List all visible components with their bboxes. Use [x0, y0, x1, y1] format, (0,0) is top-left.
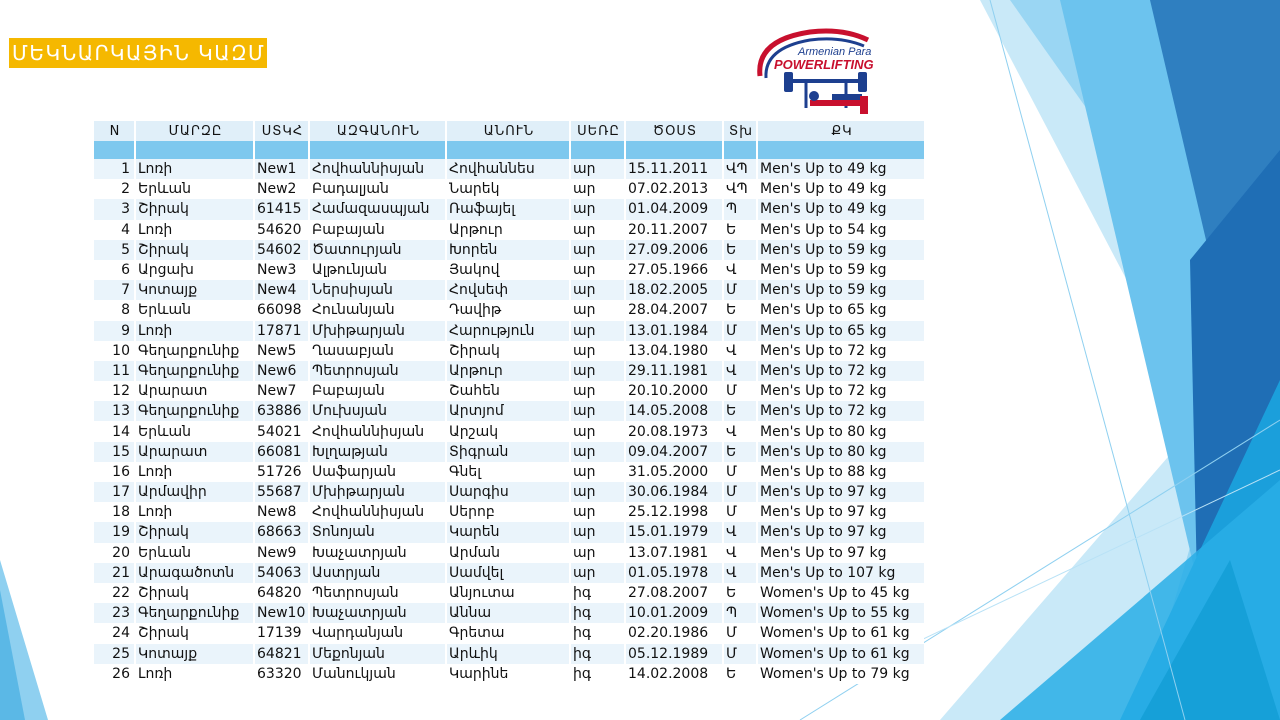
table-cell: Men's Up to 65 kg	[758, 321, 924, 341]
table-cell: Շիրակ	[447, 341, 569, 361]
table-cell: Ծատուրյան	[310, 240, 445, 260]
table-cell: 02.20.1986	[626, 623, 722, 643]
table-cell: Հովհաննիսյան	[310, 159, 445, 179]
table-cell: Men's Up to 72 kg	[758, 361, 924, 381]
table-cell: 15	[94, 442, 134, 462]
table-cell: Հովհաննիսյան	[310, 502, 445, 522]
table-cell: Men's Up to 65 kg	[758, 300, 924, 320]
table-cell: Լոռի	[136, 664, 253, 684]
table-cell: Ղասաբյան	[310, 341, 445, 361]
table-cell: 18.02.2005	[626, 280, 722, 300]
table-cell: Հովհաննես	[447, 159, 569, 179]
table-cell: Արցախ	[136, 260, 253, 280]
table-cell: Լոռի	[136, 159, 253, 179]
table-cell: Մ	[724, 644, 756, 664]
column-header: ՄԱՐԶԸ	[136, 121, 253, 141]
table-row	[94, 502, 924, 522]
table-row	[94, 462, 924, 482]
table-row	[94, 543, 924, 563]
table-cell: 27.09.2006	[626, 240, 722, 260]
table-cell: 66098	[255, 300, 308, 320]
table-cell: New10	[255, 603, 308, 623]
table-cell: Գեղարքունիք	[136, 401, 253, 421]
table-cell: Սարգիս	[447, 482, 569, 502]
table-cell: ար	[571, 240, 624, 260]
table-cell: 25.12.1998	[626, 502, 722, 522]
table-cell: իգ	[571, 664, 624, 684]
table-cell: ար	[571, 563, 624, 583]
table-cell: Խորեն	[447, 240, 569, 260]
table-row	[94, 644, 924, 664]
table-cell: 09.04.2007	[626, 442, 722, 462]
table-cell: Վ	[724, 421, 756, 441]
table-cell: 61415	[255, 199, 308, 219]
table-cell: ար	[571, 401, 624, 421]
table-cell: 15.11.2011	[626, 159, 722, 179]
table-cell: Ներսիսյան	[310, 280, 445, 300]
table-cell: Men's Up to 88 kg	[758, 462, 924, 482]
table-cell: 20.10.2000	[626, 381, 722, 401]
table-cell: 1	[94, 159, 134, 179]
column-header: Տխ	[724, 121, 756, 141]
table-row	[94, 442, 924, 462]
table-row	[94, 421, 924, 441]
table-cell: իգ	[571, 603, 624, 623]
table-cell: ար	[571, 381, 624, 401]
table-cell: Գեղարքունիք	[136, 361, 253, 381]
table-cell: իգ	[571, 623, 624, 643]
table-cell: Դավիթ	[447, 300, 569, 320]
table-cell: Men's Up to 59 kg	[758, 280, 924, 300]
table-cell: Մանուկյան	[310, 664, 445, 684]
table-cell: New8	[255, 502, 308, 522]
table-header-row	[94, 121, 924, 141]
table-cell: 27.05.1966	[626, 260, 722, 280]
table-cell: Տիգրան	[447, 442, 569, 462]
table-cell: ար	[571, 421, 624, 441]
table-cell: 19	[94, 522, 134, 542]
table-cell: Ե	[724, 300, 756, 320]
table-cell: 22	[94, 583, 134, 603]
table-cell: ար	[571, 341, 624, 361]
table-cell: 26	[94, 664, 134, 684]
table-cell: Բաբայան	[310, 381, 445, 401]
table-cell: Շիրակ	[136, 623, 253, 643]
table-cell: 13	[94, 401, 134, 421]
table-cell: 54063	[255, 563, 308, 583]
table-cell: 14.02.2008	[626, 664, 722, 684]
table-cell: New1	[255, 159, 308, 179]
table-cell: 20.11.2007	[626, 220, 722, 240]
table-cell: Վ	[724, 260, 756, 280]
column-header: ՍՏԿՀ	[255, 121, 308, 141]
table-cell: New7	[255, 381, 308, 401]
athletes-table	[92, 121, 926, 684]
table-cell: New6	[255, 361, 308, 381]
table-cell: Պ	[724, 603, 756, 623]
table-cell: Men's Up to 107 kg	[758, 563, 924, 583]
table-cell: Վ	[724, 543, 756, 563]
table-cell: ար	[571, 280, 624, 300]
table-cell: 64821	[255, 644, 308, 664]
table-row	[94, 522, 924, 542]
table-cell: Վ	[724, 522, 756, 542]
table-cell: Men's Up to 49 kg	[758, 199, 924, 219]
table-cell: Շիրակ	[136, 240, 253, 260]
table-row	[94, 603, 924, 623]
table-cell: 18	[94, 502, 134, 522]
table-cell: Կարինե	[447, 664, 569, 684]
table-cell: 13.04.1980	[626, 341, 722, 361]
table-cell: Աստրյան	[310, 563, 445, 583]
table-cell: 8	[94, 300, 134, 320]
table-cell: Men's Up to 97 kg	[758, 543, 924, 563]
table-cell: Արմավիր	[136, 482, 253, 502]
table-cell: Անյուտա	[447, 583, 569, 603]
table-cell: New2	[255, 179, 308, 199]
table-cell: 07.02.2013	[626, 179, 722, 199]
table-cell: 64820	[255, 583, 308, 603]
table-cell: 13.01.1984	[626, 321, 722, 341]
table-cell: 30.06.1984	[626, 482, 722, 502]
table-cell: Վ	[724, 563, 756, 583]
table-cell: Կոտայք	[136, 280, 253, 300]
table-cell: Ե	[724, 583, 756, 603]
table-cell: 6	[94, 260, 134, 280]
table-cell: 63320	[255, 664, 308, 684]
table-cell: Պետրոսյան	[310, 583, 445, 603]
table-cell: 10	[94, 341, 134, 361]
table-cell: Մ	[724, 482, 756, 502]
table-cell: ար	[571, 179, 624, 199]
table-cell: ար	[571, 321, 624, 341]
table-cell: Men's Up to 49 kg	[758, 179, 924, 199]
table-cell: Մխիթարյան	[310, 482, 445, 502]
table-cell: Մ	[724, 502, 756, 522]
table-cell: 2	[94, 179, 134, 199]
table-cell: Men's Up to 97 kg	[758, 502, 924, 522]
table-cell: Խաչատրյան	[310, 603, 445, 623]
table-cell: ար	[571, 220, 624, 240]
table-cell: Men's Up to 72 kg	[758, 401, 924, 421]
logo-line1: Armenian Para	[798, 46, 872, 58]
table-cell: ար	[571, 502, 624, 522]
table-cell: Ռաֆայել	[447, 199, 569, 219]
table-cell: Լոռի	[136, 462, 253, 482]
column-header: ՍԵՌԸ	[571, 121, 624, 141]
table-row	[94, 664, 924, 684]
table-cell: Հունանյան	[310, 300, 445, 320]
table-cell: Խաչատրյան	[310, 543, 445, 563]
table-cell: 01.05.1978	[626, 563, 722, 583]
table-cell: ար	[571, 522, 624, 542]
table-cell: ՎՊ	[724, 179, 756, 199]
table-cell: Ե	[724, 664, 756, 684]
table-cell: 15.01.1979	[626, 522, 722, 542]
table-cell: Գնել	[447, 462, 569, 482]
table-cell: Վարդանյան	[310, 623, 445, 643]
table-cell: 54620	[255, 220, 308, 240]
table-cell: 54602	[255, 240, 308, 260]
table-cell: Վ	[724, 361, 756, 381]
table-cell: Արտյոմ	[447, 401, 569, 421]
table-cell: Սամվել	[447, 563, 569, 583]
table-cell: Երևան	[136, 300, 253, 320]
table-row	[94, 341, 924, 361]
table-cell: 54021	[255, 421, 308, 441]
table-cell: 55687	[255, 482, 308, 502]
table-cell: Պետրոսյան	[310, 361, 445, 381]
table-cell: Արարատ	[136, 442, 253, 462]
table-cell: Սերոբ	[447, 502, 569, 522]
column-header: ԱՆՈՒՆ	[447, 121, 569, 141]
table-cell: ար	[571, 199, 624, 219]
table-cell: Մ	[724, 462, 756, 482]
table-cell: Բադալյան	[310, 179, 445, 199]
table-row	[94, 381, 924, 401]
table-cell: ՎՊ	[724, 159, 756, 179]
table-row	[94, 563, 924, 583]
table-cell: Women's Up to 61 kg	[758, 644, 924, 664]
table-cell: 05.12.1989	[626, 644, 722, 664]
table-cell: Women's Up to 79 kg	[758, 664, 924, 684]
page-title: ՄԵԿՆԱՐԿԱՅԻՆ ԿԱԶՄ	[9, 38, 267, 68]
table-cell: Մ	[724, 623, 756, 643]
table-cell: Men's Up to 97 kg	[758, 482, 924, 502]
table-cell: Շահեն	[447, 381, 569, 401]
table-cell: Շիրակ	[136, 522, 253, 542]
table-cell: 17871	[255, 321, 308, 341]
table-cell: 63886	[255, 401, 308, 421]
table-row	[94, 583, 924, 603]
table-row	[94, 240, 924, 260]
table-cell: 13.07.1981	[626, 543, 722, 563]
table-cell: Women's Up to 45 kg	[758, 583, 924, 603]
table-cell: 20	[94, 543, 134, 563]
table-cell: 10.01.2009	[626, 603, 722, 623]
table-cell: Արագածոտն	[136, 563, 253, 583]
table-row	[94, 199, 924, 219]
table-cell: Men's Up to 97 kg	[758, 522, 924, 542]
table-cell: Մ	[724, 381, 756, 401]
table-cell: ար	[571, 482, 624, 502]
table-row	[94, 401, 924, 421]
table-cell: 3	[94, 199, 134, 219]
table-cell: Պ	[724, 199, 756, 219]
table-cell: Հարություն	[447, 321, 569, 341]
table-cell: 16	[94, 462, 134, 482]
table-cell: Արարատ	[136, 381, 253, 401]
table-cell: 29.11.1981	[626, 361, 722, 381]
table-cell: Men's Up to 72 kg	[758, 381, 924, 401]
table-cell: 7	[94, 280, 134, 300]
table-cell: Men's Up to 80 kg	[758, 421, 924, 441]
table-header-band	[94, 141, 924, 159]
table-cell: New5	[255, 341, 308, 361]
table-cell: ար	[571, 361, 624, 381]
table-cell: 17139	[255, 623, 308, 643]
table-cell: 9	[94, 321, 134, 341]
table-cell: Յակով	[447, 260, 569, 280]
table-row	[94, 623, 924, 643]
table-cell: Երևան	[136, 543, 253, 563]
table-cell: Լոռի	[136, 220, 253, 240]
table-cell: Նարեկ	[447, 179, 569, 199]
table-cell: Արևիկ	[447, 644, 569, 664]
table-cell: Մ	[724, 280, 756, 300]
table-row	[94, 280, 924, 300]
table-cell: Men's Up to 72 kg	[758, 341, 924, 361]
table-cell: 01.04.2009	[626, 199, 722, 219]
column-header: ՔԿ	[758, 121, 924, 141]
table-cell: 12	[94, 381, 134, 401]
table-cell: Բաբայան	[310, 220, 445, 240]
table-cell: Men's Up to 59 kg	[758, 240, 924, 260]
table-cell: Ե	[724, 442, 756, 462]
table-cell: Մեքոնյան	[310, 644, 445, 664]
table-cell: Ե	[724, 240, 756, 260]
table-cell: Men's Up to 59 kg	[758, 260, 924, 280]
table-cell: Աննա	[447, 603, 569, 623]
table-cell: Հովսեփ	[447, 280, 569, 300]
table-cell: Լոռի	[136, 502, 253, 522]
logo	[748, 26, 888, 122]
table-cell: Տոնոյան	[310, 522, 445, 542]
table-cell: Մուխսյան	[310, 401, 445, 421]
column-header: ԱԶԳԱՆՈՒՆ	[310, 121, 445, 141]
table-cell: Վ	[724, 341, 756, 361]
table-cell: ար	[571, 442, 624, 462]
table-cell: Ալթունյան	[310, 260, 445, 280]
table-cell: Մ	[724, 321, 756, 341]
table-cell: New9	[255, 543, 308, 563]
table-cell: 27.08.2007	[626, 583, 722, 603]
table-cell: Խլղաթյան	[310, 442, 445, 462]
table-row	[94, 321, 924, 341]
table-cell: 68663	[255, 522, 308, 542]
table-cell: Հովհաննիսյան	[310, 421, 445, 441]
column-header: N	[94, 121, 134, 141]
table-cell: Women's Up to 55 kg	[758, 603, 924, 623]
table-cell: Կարեն	[447, 522, 569, 542]
table-cell: Գեղարքունիք	[136, 603, 253, 623]
table-cell: Women's Up to 61 kg	[758, 623, 924, 643]
table-cell: Men's Up to 54 kg	[758, 220, 924, 240]
table-cell: Գրետա	[447, 623, 569, 643]
table-cell: Արթուր	[447, 220, 569, 240]
table-cell: ար	[571, 543, 624, 563]
table-cell: Սաֆարյան	[310, 462, 445, 482]
table-cell: 31.05.2000	[626, 462, 722, 482]
table-row	[94, 361, 924, 381]
table-row	[94, 159, 924, 179]
table-cell: 4	[94, 220, 134, 240]
logo-line2: POWERLIFTING	[774, 57, 874, 72]
table-cell: 14.05.2008	[626, 401, 722, 421]
table-cell: 14	[94, 421, 134, 441]
table-cell: Մխիթարյան	[310, 321, 445, 341]
table-cell: 25	[94, 644, 134, 664]
table-cell: Արման	[447, 543, 569, 563]
table-cell: Արշակ	[447, 421, 569, 441]
table-cell: իգ	[571, 644, 624, 664]
table-cell: 21	[94, 563, 134, 583]
table-cell: New4	[255, 280, 308, 300]
table-cell: 17	[94, 482, 134, 502]
table-cell: Գեղարքունիք	[136, 341, 253, 361]
table-cell: 5	[94, 240, 134, 260]
table-cell: Ե	[724, 220, 756, 240]
table-cell: ար	[571, 159, 624, 179]
table-row	[94, 300, 924, 320]
table-cell: Men's Up to 49 kg	[758, 159, 924, 179]
table-cell: 11	[94, 361, 134, 381]
table-cell: 24	[94, 623, 134, 643]
table-cell: 20.08.1973	[626, 421, 722, 441]
table-cell: Կոտայք	[136, 644, 253, 664]
table-cell: Երևան	[136, 421, 253, 441]
table-cell: Men's Up to 80 kg	[758, 442, 924, 462]
table-cell: Ե	[724, 401, 756, 421]
table-cell: 51726	[255, 462, 308, 482]
table-cell: Արթուր	[447, 361, 569, 381]
table-cell: ար	[571, 462, 624, 482]
table-cell: ար	[571, 300, 624, 320]
table-cell: Երևան	[136, 179, 253, 199]
table-cell: իգ	[571, 583, 624, 603]
table-row	[94, 260, 924, 280]
table-row	[94, 220, 924, 240]
table-cell: ար	[571, 260, 624, 280]
table-row	[94, 179, 924, 199]
table-cell: New3	[255, 260, 308, 280]
table-cell: Լոռի	[136, 321, 253, 341]
table-cell: Շիրակ	[136, 583, 253, 603]
table-cell: 66081	[255, 442, 308, 462]
table-cell: 23	[94, 603, 134, 623]
table-row	[94, 482, 924, 502]
column-header: ԾՕՍՏ	[626, 121, 722, 141]
table-cell: 28.04.2007	[626, 300, 722, 320]
table-cell: Շիրակ	[136, 199, 253, 219]
powerlifting-logo-icon	[748, 26, 888, 122]
table-cell: Համազասպյան	[310, 199, 445, 219]
